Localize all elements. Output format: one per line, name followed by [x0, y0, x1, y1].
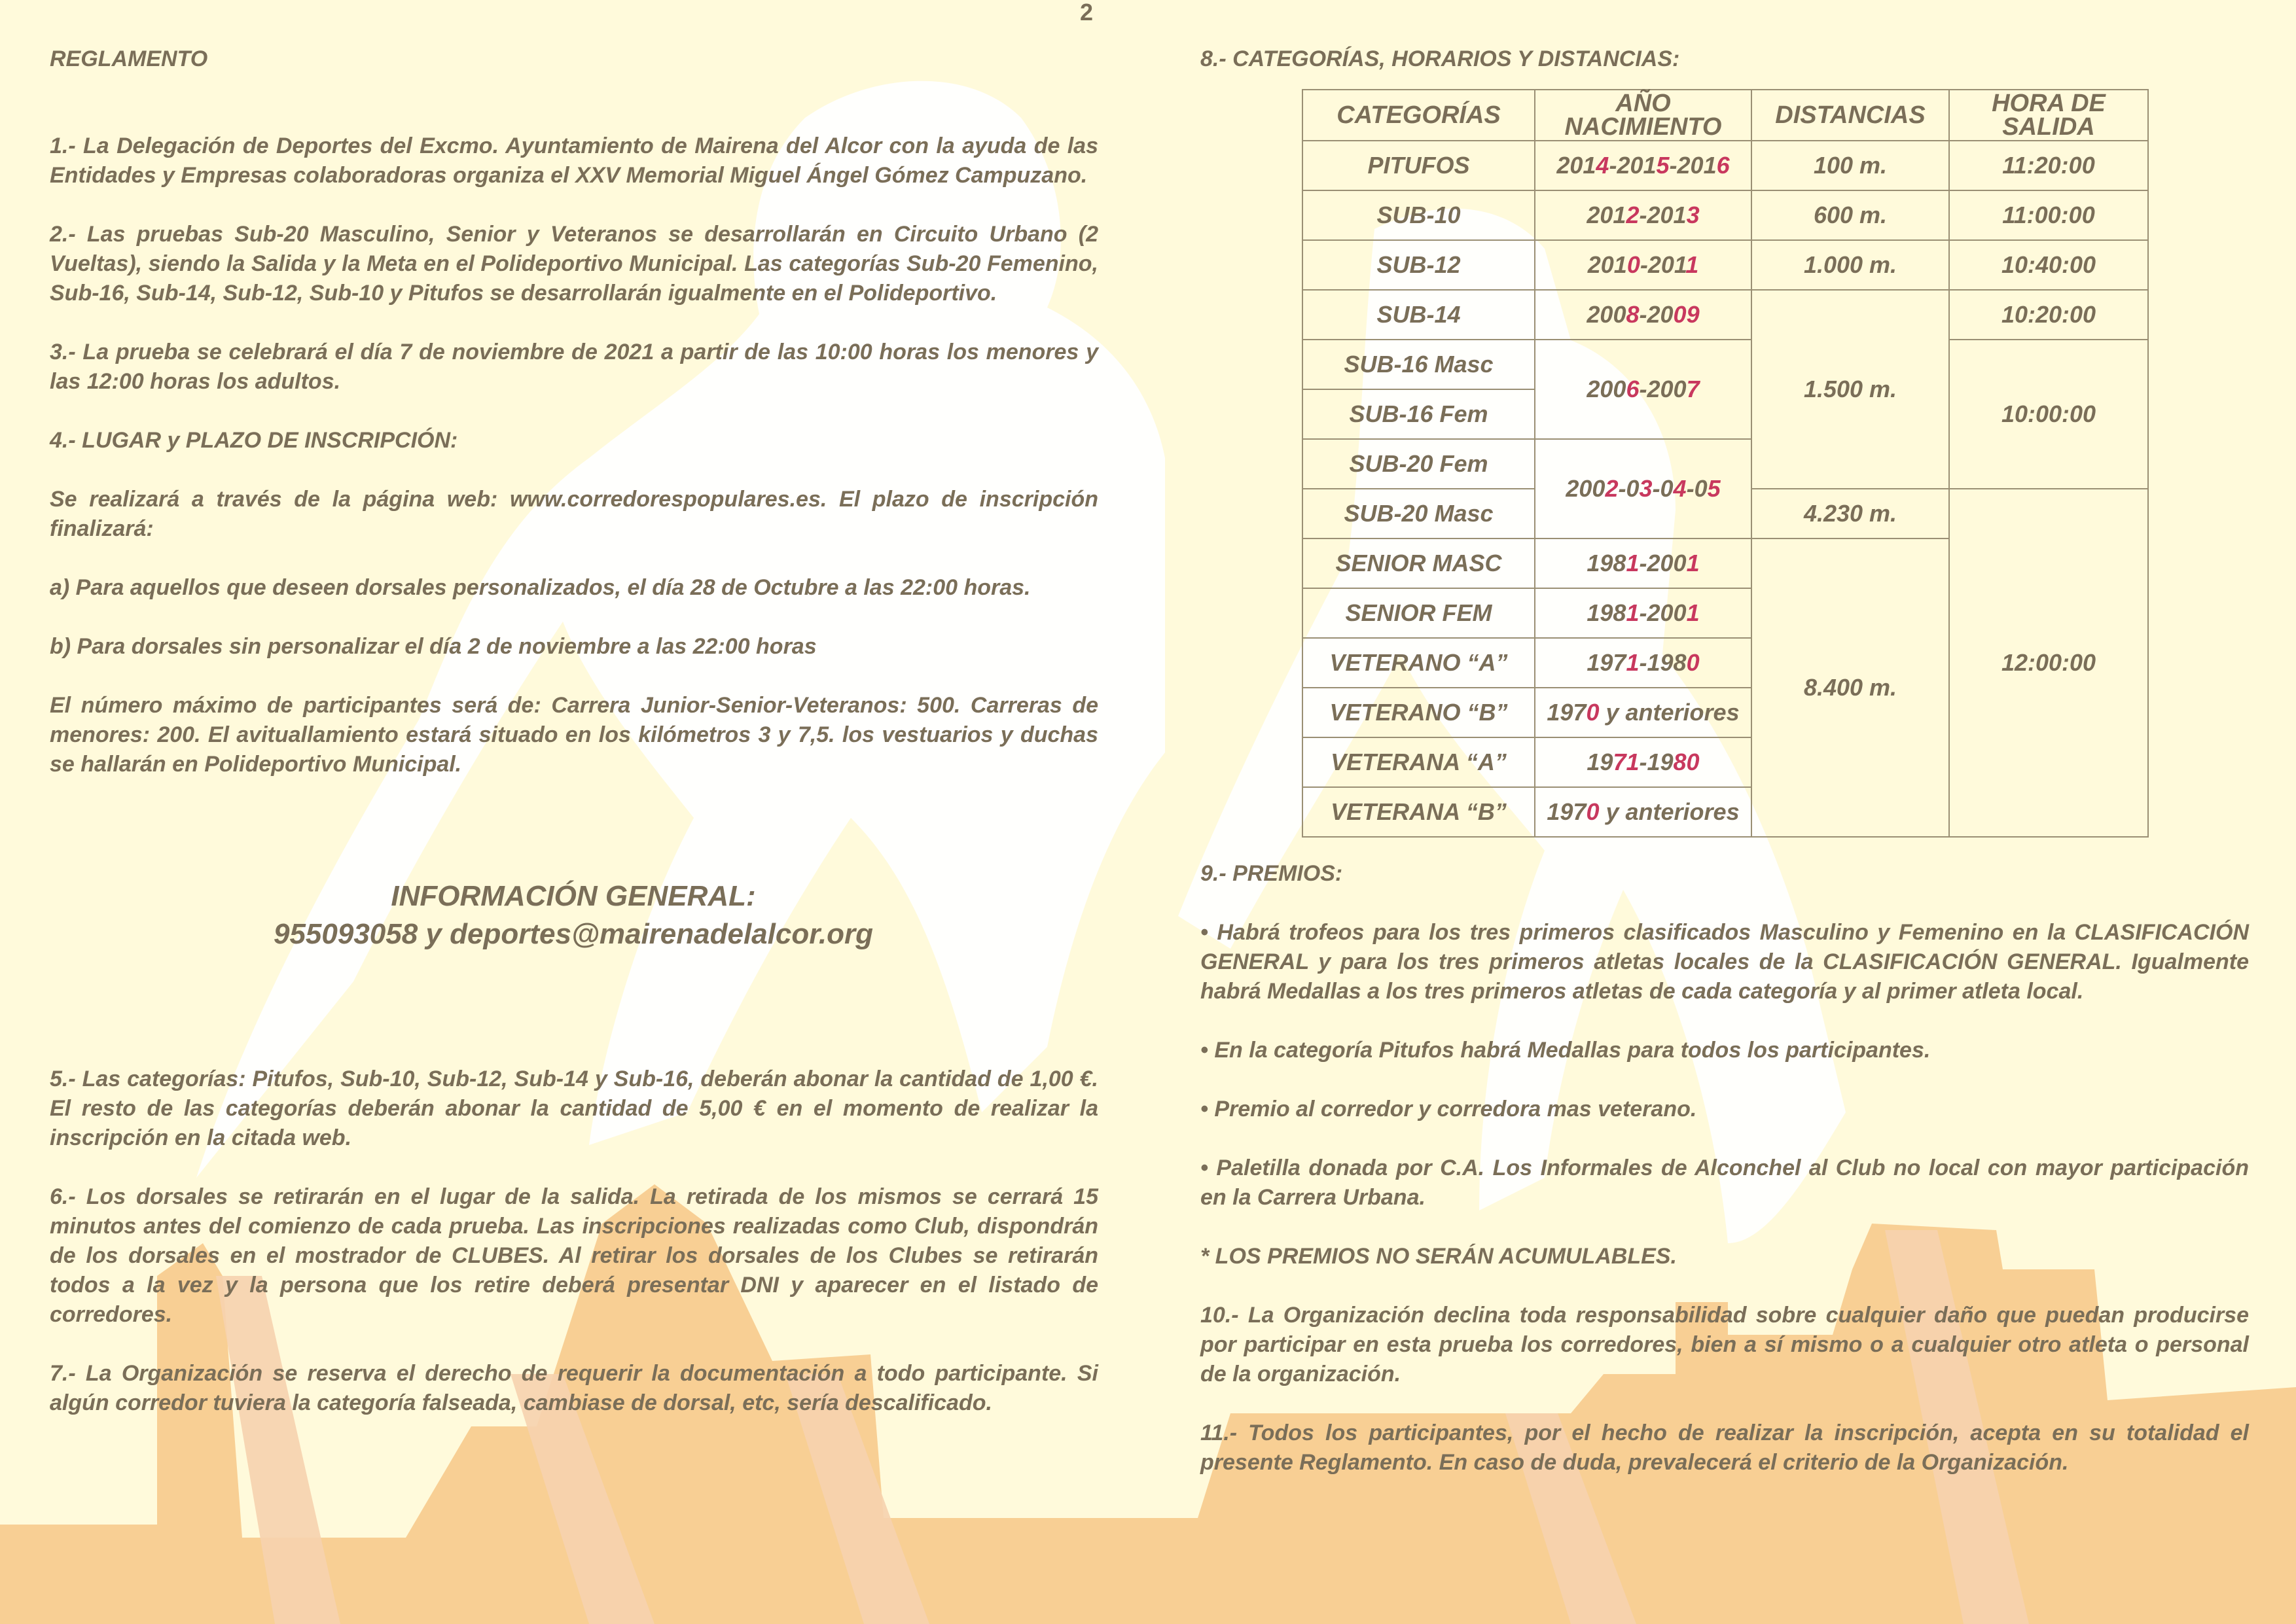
info-block — [50, 877, 1097, 953]
table-row — [1302, 141, 2148, 190]
table-row — [1302, 290, 2148, 340]
category-cell: SUB-12 — [1302, 240, 1535, 290]
table-row — [1302, 190, 2148, 240]
rule-4-text: Se realizará a través de la página web: www.corredorespopulares.es. El plazo de inscripción finalizará: — [50, 487, 1098, 541]
rule-4-title: 4.- LUGAR y PLAZO DE INSCRIPCIÓN: — [50, 428, 458, 453]
category-cell: VETERANA “A” — [1302, 737, 1535, 787]
distance-cell: 100 m. — [1751, 141, 1949, 190]
category-cell: SENIOR MASC — [1302, 538, 1535, 588]
category-cell: VETERANO “B” — [1302, 688, 1535, 737]
year-cell: 1970 y anteriores — [1535, 688, 1751, 737]
year-cell: 2012-2013 — [1535, 190, 1751, 240]
header-salida: SALIDA — [2002, 113, 2095, 141]
rule-1: 1.- La Delegación de Deportes del Excmo. Ayuntamiento de Mairena del Alcor con la ayuda de las Entidades y Empresas colaboradoras organiza el XXV Memorial Miguel Ángel Gómez Campuzano. — [50, 133, 1098, 188]
info-title: INFORMACIÓN GENERAL: — [391, 880, 756, 912]
prize-bullet-4: • Paletilla donada por C.A. Los Informales de Alconchel al Club no local con mayor participación en la Carrera Urbana. — [1200, 1156, 2249, 1210]
category-cell: SUB-20 Masc — [1302, 489, 1535, 538]
header-ano: AÑO — [1615, 90, 1671, 117]
category-cell: PITUFOS — [1302, 141, 1535, 190]
rule-4-b: b) Para dorsales sin personalizar el día 2 de noviembre a las 22:00 horas — [50, 634, 817, 659]
time-cell: 11:00:00 — [1949, 190, 2148, 240]
rule-7: 7.- La Organización se reserva el derecho de requerir la documentación a todo participante. Si algún corredor tuviera la categoría falseada, cambiase de dorsal, etc, sería descalificado. — [50, 1361, 1098, 1415]
time-cell: 12:00:00 — [1949, 489, 2148, 837]
distance-cell: 600 m. — [1751, 190, 1949, 240]
header-ano-nacimiento — [1535, 90, 1751, 141]
time-cell: 10:40:00 — [1949, 240, 2148, 290]
rule-11: 11.- Todos los participantes, por el hecho de realizar la inscripción, acepta en su totalidad el presente Reglamento. En caso de duda, prevalecerá el criterio de la Organización. — [1200, 1421, 2249, 1475]
year-cell: 2014-2015-2016 — [1535, 141, 1751, 190]
table-row — [1302, 240, 2148, 290]
category-cell: SUB-14 — [1302, 290, 1535, 340]
header-nacimiento: NACIMIENTO — [1564, 113, 1722, 141]
category-cell: VETERANA “B” — [1302, 787, 1535, 837]
table-header — [1302, 90, 2148, 141]
distance-cell: 4.230 m. — [1751, 489, 1949, 538]
year-cell: 2008-2009 — [1535, 290, 1751, 340]
prize-bullet-2: • En la categoría Pitufos habrá Medallas para todos los participantes. — [1200, 1038, 1931, 1063]
year-cell: 2006-2007 — [1535, 340, 1751, 439]
year-cell: 2002-03-04-05 — [1535, 439, 1751, 538]
year-cell: 1971-1980 — [1535, 638, 1751, 688]
rule-8-title: 8.- CATEGORÍAS, HORARIOS Y DISTANCIAS: — [1200, 46, 1680, 71]
time-cell: 10:20:00 — [1949, 290, 2148, 340]
prize-bullet-3: • Premio al corredor y corredora mas veterano. — [1200, 1097, 1697, 1121]
header-categorias: CATEGORÍAS — [1302, 90, 1535, 141]
rule-9-title: 9.- PREMIOS: — [1200, 861, 1343, 886]
prizes-section — [1200, 859, 2249, 1477]
time-cell: 10:00:00 — [1949, 340, 2148, 489]
rule-6: 6.- Los dorsales se retirarán en el lugar de la salida. La retirada de los mismos se cerrará 15 minutos antes del comienzo de cada prueba. Las inscripciones realizadas como Club, dispondrán de los dorsales en el mostrador de CLUBES. Al retirar los dorsales de los Clubes se retirarán todos a la vez y la persona que los retire deberá presentar DNI y aparecer en el listado de corredores. — [50, 1184, 1098, 1327]
header-hora-salida — [1949, 90, 2148, 141]
categories-table — [1302, 89, 2149, 838]
prize-bullet-1: • Habrá trofeos para los tres primeros clasificados Masculino y Femenino en la CLASIFICACIÓN GENERAL y para los tres primeros atletas locales de la CLASIFICACIÓN GENERAL. Igualmente habrá Medallas a los tres primeros atletas de cada categoría y al primer atleta local. — [1200, 920, 2249, 1004]
rule-4-max: El número máximo de participantes será de: Carrera Junior-Senior-Veteranos: 500. Carreras de menores: 200. El avituallamiento estará situado en los kilómetros 3 y 7,5. los vestuarios y duchas se hallarán en Polideportivo Municipal. — [50, 693, 1098, 777]
reglamento-title: REGLAMENTO — [50, 46, 208, 71]
category-cell: VETERANO “A” — [1302, 638, 1535, 688]
category-cell: SUB-10 — [1302, 190, 1535, 240]
right-column — [1200, 42, 2249, 74]
rule-5: 5.- Las categorías: Pitufos, Sub-10, Sub-12, Sub-14 y Sub-16, deberán abonar la cantidad de 1,00 €. El resto de las categorías deberán abonar la cantidad de 5,00 € en el momento de realizar la inscripción en la citada web. — [50, 1067, 1098, 1150]
year-cell: 1981-2001 — [1535, 588, 1751, 638]
year-cell: 1970 y anteriores — [1535, 787, 1751, 837]
category-cell: SUB-20 Fem — [1302, 439, 1535, 489]
distance-cell: 1.500 m. — [1751, 290, 1949, 489]
distance-cell: 8.400 m. — [1751, 538, 1949, 837]
rule-2: 2.- Las pruebas Sub-20 Masculino, Senior y Veteranos se desarrollarán en Circuito Urbano (2 Vueltas), siendo la Salida y la Meta en el Polideportivo Municipal. Las categorías Sub-20 Femenino, Sub-16, Sub-14, Sub-12, Sub-10 y Pitufos se desarrollarán igualmente en el Polideportivo. — [50, 222, 1098, 306]
rule-3: 3.- La prueba se celebrará el día 7 de noviembre de 2021 a partir de las 10:00 horas los menores y las 12:00 horas los adultos. — [50, 340, 1098, 394]
distance-cell: 1.000 m. — [1751, 240, 1949, 290]
header-hora-de: HORA DE — [1992, 90, 2106, 117]
rule-4-a: a) Para aquellos que deseen dorsales personalizados, el día 28 de Octubre a las 22:00 horas. — [50, 575, 1031, 600]
info-contact: 955093058 y deportes@mairenadelalcor.org — [273, 918, 874, 950]
category-cell: SUB-16 Fem — [1302, 389, 1535, 439]
left-column — [50, 42, 1098, 1418]
year-cell: 1971-1980 — [1535, 737, 1751, 787]
header-distancias: DISTANCIAS — [1751, 90, 1949, 141]
category-cell: SENIOR FEM — [1302, 588, 1535, 638]
prize-note: * LOS PREMIOS NO SERÁN ACUMULABLES. — [1200, 1244, 1677, 1269]
rule-10: 10.- La Organización declina toda responsabilidad sobre cualquier daño que puedan producirse por participar en esta prueba los corredores, bien a sí mismo o a cualquier otro atleta o personal de la organización. — [1200, 1303, 2249, 1386]
page-number: 2 — [1080, 0, 1094, 26]
category-cell: SUB-16 Masc — [1302, 340, 1535, 389]
table-row — [1302, 340, 2148, 389]
year-cell: 2010-2011 — [1535, 240, 1751, 290]
year-cell: 1981-2001 — [1535, 538, 1751, 588]
time-cell: 11:20:00 — [1949, 141, 2148, 190]
